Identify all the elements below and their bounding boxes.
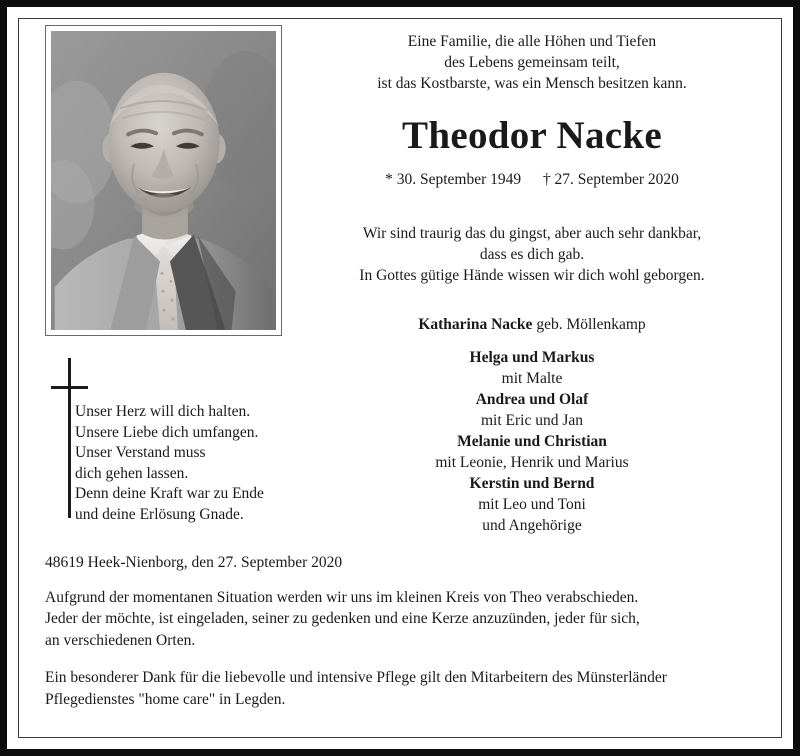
obituary-content	[13, 13, 787, 743]
memoriam-block	[45, 358, 301, 525]
couple-names: Helga und Markus	[469, 348, 595, 366]
family-group	[301, 389, 763, 431]
children-names: mit Malte	[501, 369, 563, 387]
announcement-line: Jeder der möchte, ist eingeladen, seiner zu gedenken und eine Kerze anzuzünden, jeder für sich,	[45, 610, 640, 628]
upper-section	[29, 25, 771, 536]
verse-line: In Gottes gütige Hände wissen wir dich wohl geborgen.	[359, 266, 705, 284]
children-names: mit Eric und Jan	[480, 411, 584, 429]
epigraph-line: ist das Kostbarste, was ein Mensch besitzen kann.	[377, 75, 687, 92]
cross-vertical-bar	[68, 358, 71, 518]
children-names: mit Leonie, Henrik und Marius	[435, 453, 629, 471]
thanks-note	[45, 667, 761, 710]
right-column	[301, 25, 771, 536]
poem-line: Unser Verstand muss	[75, 444, 206, 461]
thanks-line: Ein besonderer Dank für die liebevolle und intensive Pflege gilt den Mitarbeitern des Münsterländer	[45, 669, 667, 687]
couple-names: Andrea und Olaf	[475, 390, 589, 408]
verse-line: dass es dich gab.	[479, 245, 585, 263]
widow-maiden-name: geb. Möllenkamp	[536, 315, 646, 333]
memorial-poem	[75, 358, 301, 525]
family-group	[301, 473, 763, 515]
family-group	[301, 431, 763, 473]
widow-entry	[301, 314, 763, 335]
deceased-name: Theodor Nacke	[402, 114, 662, 157]
cross-horizontal-bar	[51, 386, 88, 389]
life-dates	[301, 171, 763, 189]
portrait-illustration	[51, 31, 276, 330]
memorial-verse	[301, 223, 763, 286]
family-groups	[301, 347, 763, 515]
poem-line: und deine Erlösung Gnade.	[75, 505, 244, 523]
epigraph-line: Eine Familie, die alle Höhen und Tiefen	[407, 33, 657, 50]
survivors-list	[301, 314, 763, 536]
poem-line: Unser Herz will dich halten.	[75, 403, 251, 420]
poem-line: Denn deine Kraft war zu Ende	[75, 485, 264, 502]
cross-icon	[51, 358, 87, 518]
verse-line: Wir sind traurig das du gingst, aber auch sehr dankbar,	[362, 224, 702, 242]
poem-line: dich gehen lassen.	[75, 464, 189, 482]
couple-names: Kerstin und Bernd	[469, 474, 595, 492]
lower-section	[29, 552, 771, 711]
funeral-announcement	[45, 587, 761, 652]
poem-line: Unsere Liebe dich umfangen.	[75, 423, 259, 441]
relatives-line: und Angehörige	[482, 516, 582, 534]
left-column	[29, 25, 301, 525]
announcement-line: an verschiedenen Orten.	[45, 631, 196, 649]
couple-names: Melanie und Christian	[457, 432, 607, 450]
children-names: mit Leo und Toni	[478, 495, 586, 513]
announcement-line: Aufgrund der momentanen Situation werden wir uns im kleinen Kreis von Theo verabschieden.	[45, 588, 639, 606]
widow-name: Katharina Nacke	[418, 315, 533, 333]
portrait-frame	[45, 25, 282, 336]
birth-date: * 30. September 1949	[385, 170, 522, 188]
family-group	[301, 347, 763, 389]
epigraph	[301, 31, 763, 94]
death-date: † 27. September 2020	[542, 170, 679, 188]
epigraph-line: des Lebens gemeinsam teilt,	[444, 54, 620, 71]
thanks-line: Pflegedienstes "home care" in Legden.	[45, 690, 286, 708]
portrait-photo	[51, 31, 276, 330]
place-and-date: 48619 Heek-Nienborg, den 27. September 2020	[45, 553, 343, 571]
